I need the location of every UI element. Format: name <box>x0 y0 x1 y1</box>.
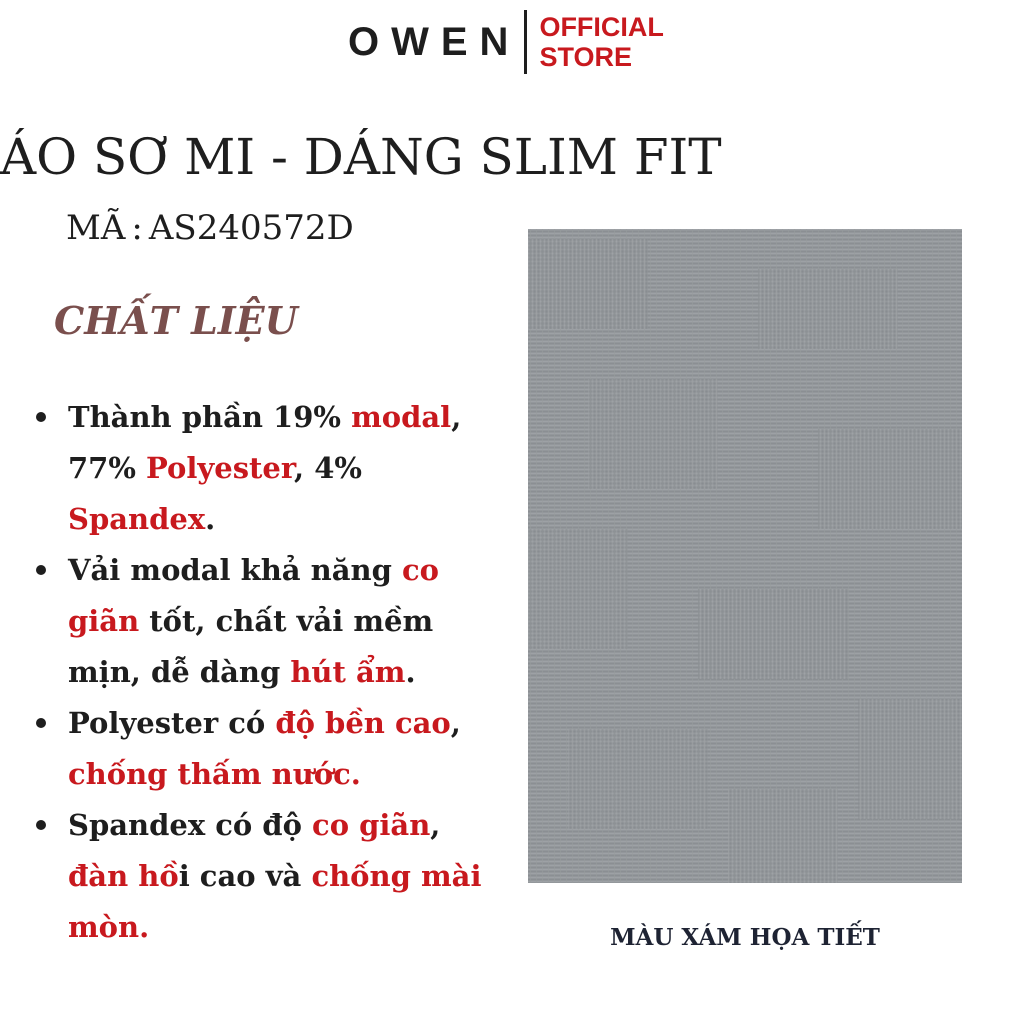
highlighted-text: đàn hồ <box>68 859 179 893</box>
product-title: ÁO SƠ MI - DÁNG SLIM FIT <box>0 128 722 186</box>
highlighted-text: modal <box>351 400 452 434</box>
feature-text: Thành phần 19% <box>68 400 352 434</box>
logo-store-line-2: STORE <box>539 42 632 72</box>
highlighted-text: hút ẩm <box>290 655 406 689</box>
logo-store-label <box>539 12 663 72</box>
product-code-label: MÃ <box>66 208 126 248</box>
material-heading: CHẤT LIỆU <box>54 298 298 343</box>
bullet-icon <box>36 412 46 422</box>
highlighted-text: Polyester <box>146 451 295 485</box>
feature-text: , <box>430 808 441 842</box>
product-code-separator: : <box>131 208 143 248</box>
product-code <box>66 208 354 248</box>
swatch-caption: MÀU XÁM HỌA TIẾT <box>610 924 880 951</box>
highlighted-text: Spandex <box>68 502 206 536</box>
highlighted-text: chống mài mòn. <box>68 859 482 944</box>
highlighted-text: độ bền cao <box>275 706 451 740</box>
logo-wordmark: OWEN <box>348 19 521 64</box>
feature-text: , <box>450 706 461 740</box>
feature-text: Polyester có <box>68 706 276 740</box>
logo-store-line-1: OFFICIAL <box>539 12 664 42</box>
feature-text: . <box>205 502 216 536</box>
feature-text: Vải modal khả năng <box>68 553 403 587</box>
bullet-icon <box>36 718 46 728</box>
highlighted-text: co giãn <box>312 808 431 842</box>
feature-text: tốt, chất vải mềm mịn, dễ dàng <box>68 604 434 689</box>
bullet-icon <box>36 820 46 830</box>
material-feature-list <box>28 392 488 953</box>
logo-divider <box>524 10 527 74</box>
material-feature-item <box>28 698 488 800</box>
feature-text: , 77% <box>68 400 462 485</box>
material-feature-item <box>28 392 488 545</box>
feature-text: i cao và <box>178 859 312 893</box>
feature-text: Spandex có độ <box>68 808 313 842</box>
fabric-swatch-image <box>528 229 962 883</box>
feature-text: , 4% <box>294 451 362 485</box>
bullet-icon <box>36 565 46 575</box>
highlighted-text: chống thấm nước. <box>68 757 361 791</box>
material-feature-item <box>28 545 488 698</box>
material-feature-item <box>28 800 488 953</box>
product-code-value: AS240572D <box>148 208 354 248</box>
feature-text: . <box>405 655 416 689</box>
brand-logo <box>340 6 690 78</box>
highlighted-text: co giãn <box>68 553 440 638</box>
fabric-texture <box>528 229 962 883</box>
